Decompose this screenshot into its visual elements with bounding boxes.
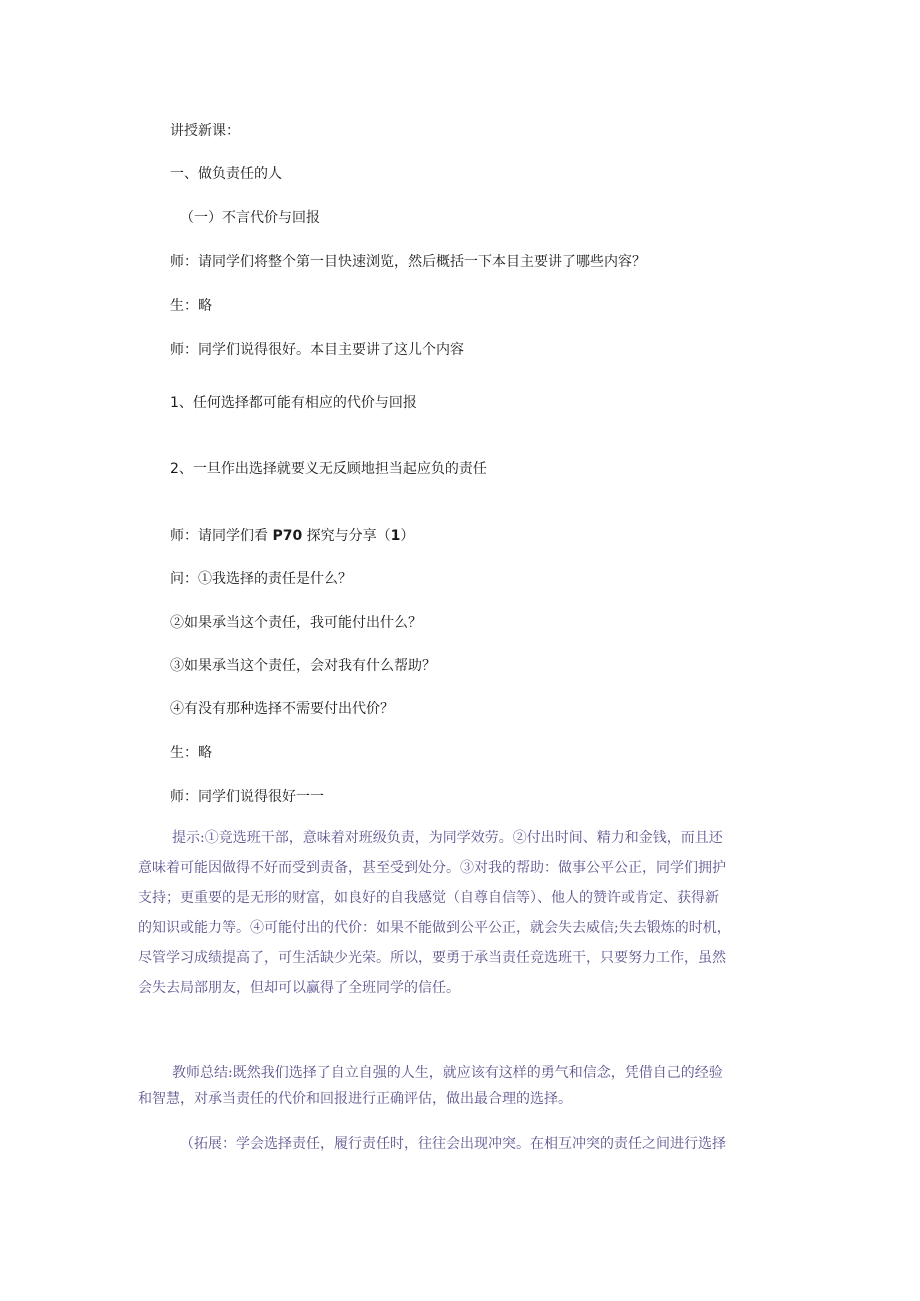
q2-num: 1 bbox=[390, 528, 401, 544]
q2-middle: 探究与分享（ bbox=[302, 528, 391, 544]
q2-suffix: ） bbox=[400, 528, 415, 544]
teacher-summary bbox=[138, 1060, 788, 1112]
question-item-3: ③如果承当这个责任，会对我有什么帮助？ bbox=[170, 658, 436, 674]
hint-line: 支持；更重要的是无形的财富，如良好的自我感觉（自尊自信等）、他人的赞许或肯定、获得新 bbox=[138, 890, 719, 906]
teacher-question-2 bbox=[170, 525, 414, 545]
q2-prefix: 师：请同学们看 bbox=[170, 528, 273, 544]
hint-line: 会失去局部朋友，但却可以赢得了全班同学的信任。 bbox=[138, 980, 460, 996]
question-item-1: 问：①我选择的责任是什么？ bbox=[170, 571, 352, 587]
student-answer-1: 生：略 bbox=[170, 298, 212, 314]
teacher-question-1: 师：请同学们将整个第一目快速浏览，然后概括一下本目主要讲了哪些内容？ bbox=[170, 254, 646, 270]
question-item-4: ④有没有那种选择不需要付出代价？ bbox=[170, 701, 394, 717]
question-item-2: ②如果承当这个责任，我可能付出什么？ bbox=[170, 615, 422, 631]
hint-line: 尽管学习成绩提高了，可生活缺少光荣。所以，要勇于承当责任竞选班干，只要努力工作，虽然 bbox=[138, 950, 726, 966]
teacher-reply-2: 师：同学们说得很好一一 bbox=[170, 789, 324, 805]
hint-line: 意味着可能因做得不好而受到责备，甚至受到处分。③对我的帮助：做事公平公正，同学们拥护 bbox=[138, 860, 726, 876]
summary-line: 和智慧，对承当责任的代价和回报进行正确评估，做出最合理的选择。 bbox=[138, 1091, 572, 1107]
hint-line: 的知识或能力等。④可能付出的代价：如果不能做到公平公正，就会失去威信;失去锻炼的时机， bbox=[138, 920, 731, 936]
teacher-reply-1: 师：同学们说得很好。本目主要讲了这儿个内容 bbox=[170, 342, 464, 358]
student-answer-2: 生：略 bbox=[170, 745, 212, 761]
heading: 讲授新课： bbox=[170, 123, 240, 139]
point-2: 2、一旦作出选择就要义无反顾地担当起应负的责任 bbox=[170, 461, 487, 477]
point-1: 1、任何选择都可能有相应的代价与回报 bbox=[170, 395, 417, 411]
hint-paragraph bbox=[138, 823, 788, 1003]
subsection-title: （一）不言代价与回报 bbox=[180, 210, 320, 226]
section-title: 一、做负责任的人 bbox=[170, 166, 282, 182]
q2-page: P70 bbox=[272, 528, 303, 544]
extension-note: （拓展：学会选择责任，履行责任时，往往会出现冲突。在相互冲突的责任之间进行选择 bbox=[180, 1136, 726, 1152]
summary-line: 教师总结:既然我们选择了自立自强的人生，就应该有这样的勇气和信念，凭借自己的经验 bbox=[172, 1065, 723, 1081]
hint-line: 提示:①竞选班干部，意味着对班级负责，为同学效劳。②付出时间、精力和金钱，而且还 bbox=[172, 830, 723, 846]
